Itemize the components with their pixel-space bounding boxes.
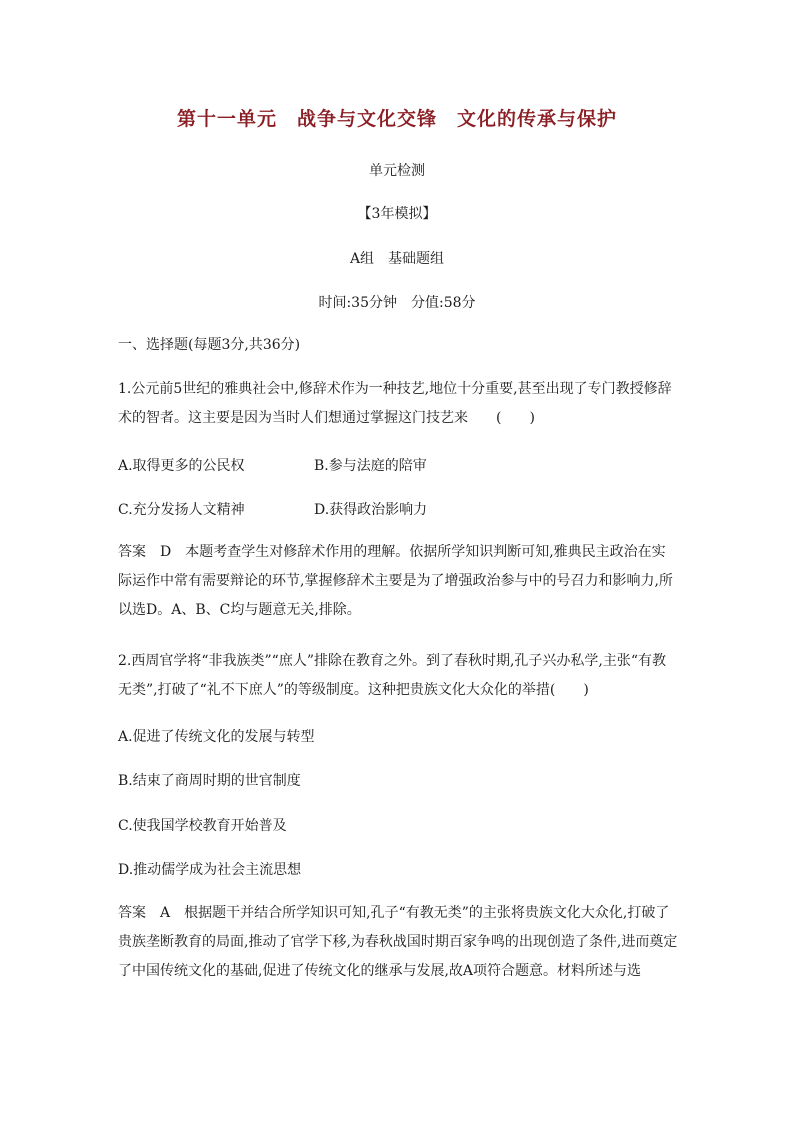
question-2-answer-label: 答案 A	[118, 905, 171, 921]
question-2-option-d: D.推动儒学成为社会主流思想	[118, 862, 302, 878]
question-2-answer	[118, 899, 678, 986]
question-1-stem: 1.公元前5世纪的雅典社会中,修辞术作为一种技艺,地位十分重要,甚至出现了专门教授修辞术的智者。这主要是因为当时人们想通过掌握这门技艺来 ( )	[118, 381, 672, 426]
question-1-option-a: A.取得更多的公民权	[118, 458, 245, 474]
question-1-answer	[118, 538, 678, 625]
question-2-answer-text: 根据题干并结合所学知识可知,孔子“有教无类”的主张将贵族文化大众化,打破了贵族垄断教育的局面,推动了官学下移,为春秋战国时期百家争鸣的出现创造了条件,进而奠定了中国传统文化的基础,促进了传统文化的继承与发展,故A项符合题意。材料所述与选	[118, 905, 678, 979]
time-score-line: 时间:35分钟 分值:58分	[318, 295, 476, 311]
question-2-stem: 2.西周官学将“非我族类”“庶人”排除在教育之外。到了春秋时期,孔子兴办私学,主张“有教无类”,打破了“礼不下庶人”的等级制度。这种把贵族文化大众化的举措( )	[118, 653, 667, 698]
group-label: A组 基础题组	[349, 251, 445, 267]
document-title: 第十一单元 战争与文化交锋 文化的传承与保护	[176, 108, 617, 130]
mock-tag: 【3年模拟】	[357, 206, 437, 222]
question-2-option-c: C.使我国学校教育开始普及	[118, 818, 287, 834]
question-2-option-b: B.结束了商周时期的世官制度	[118, 773, 301, 789]
question-1-answer-label: 答案 D	[118, 544, 172, 560]
question-1-answer-text: 本题考查学生对修辞术作用的理解。依据所学知识判断可知,雅典民主政治在实际运作中常有需要辩论的环节,掌握修辞术主要是为了增强政治参与中的号召力和影响力,所以选D。A、B、C均与题意无关,排除。	[118, 544, 673, 618]
question-1-option-d: D.获得政治影响力	[314, 502, 428, 518]
document-subtitle: 单元检测	[369, 163, 425, 179]
question-2-option-a: A.促进了传统文化的发展与转型	[118, 729, 315, 745]
section-heading: 一、选择题(每题3分,共36分)	[118, 337, 301, 353]
question-1-option-c: C.充分发扬人文精神	[118, 502, 245, 518]
question-1-option-b: B.参与法庭的陪审	[314, 458, 427, 474]
